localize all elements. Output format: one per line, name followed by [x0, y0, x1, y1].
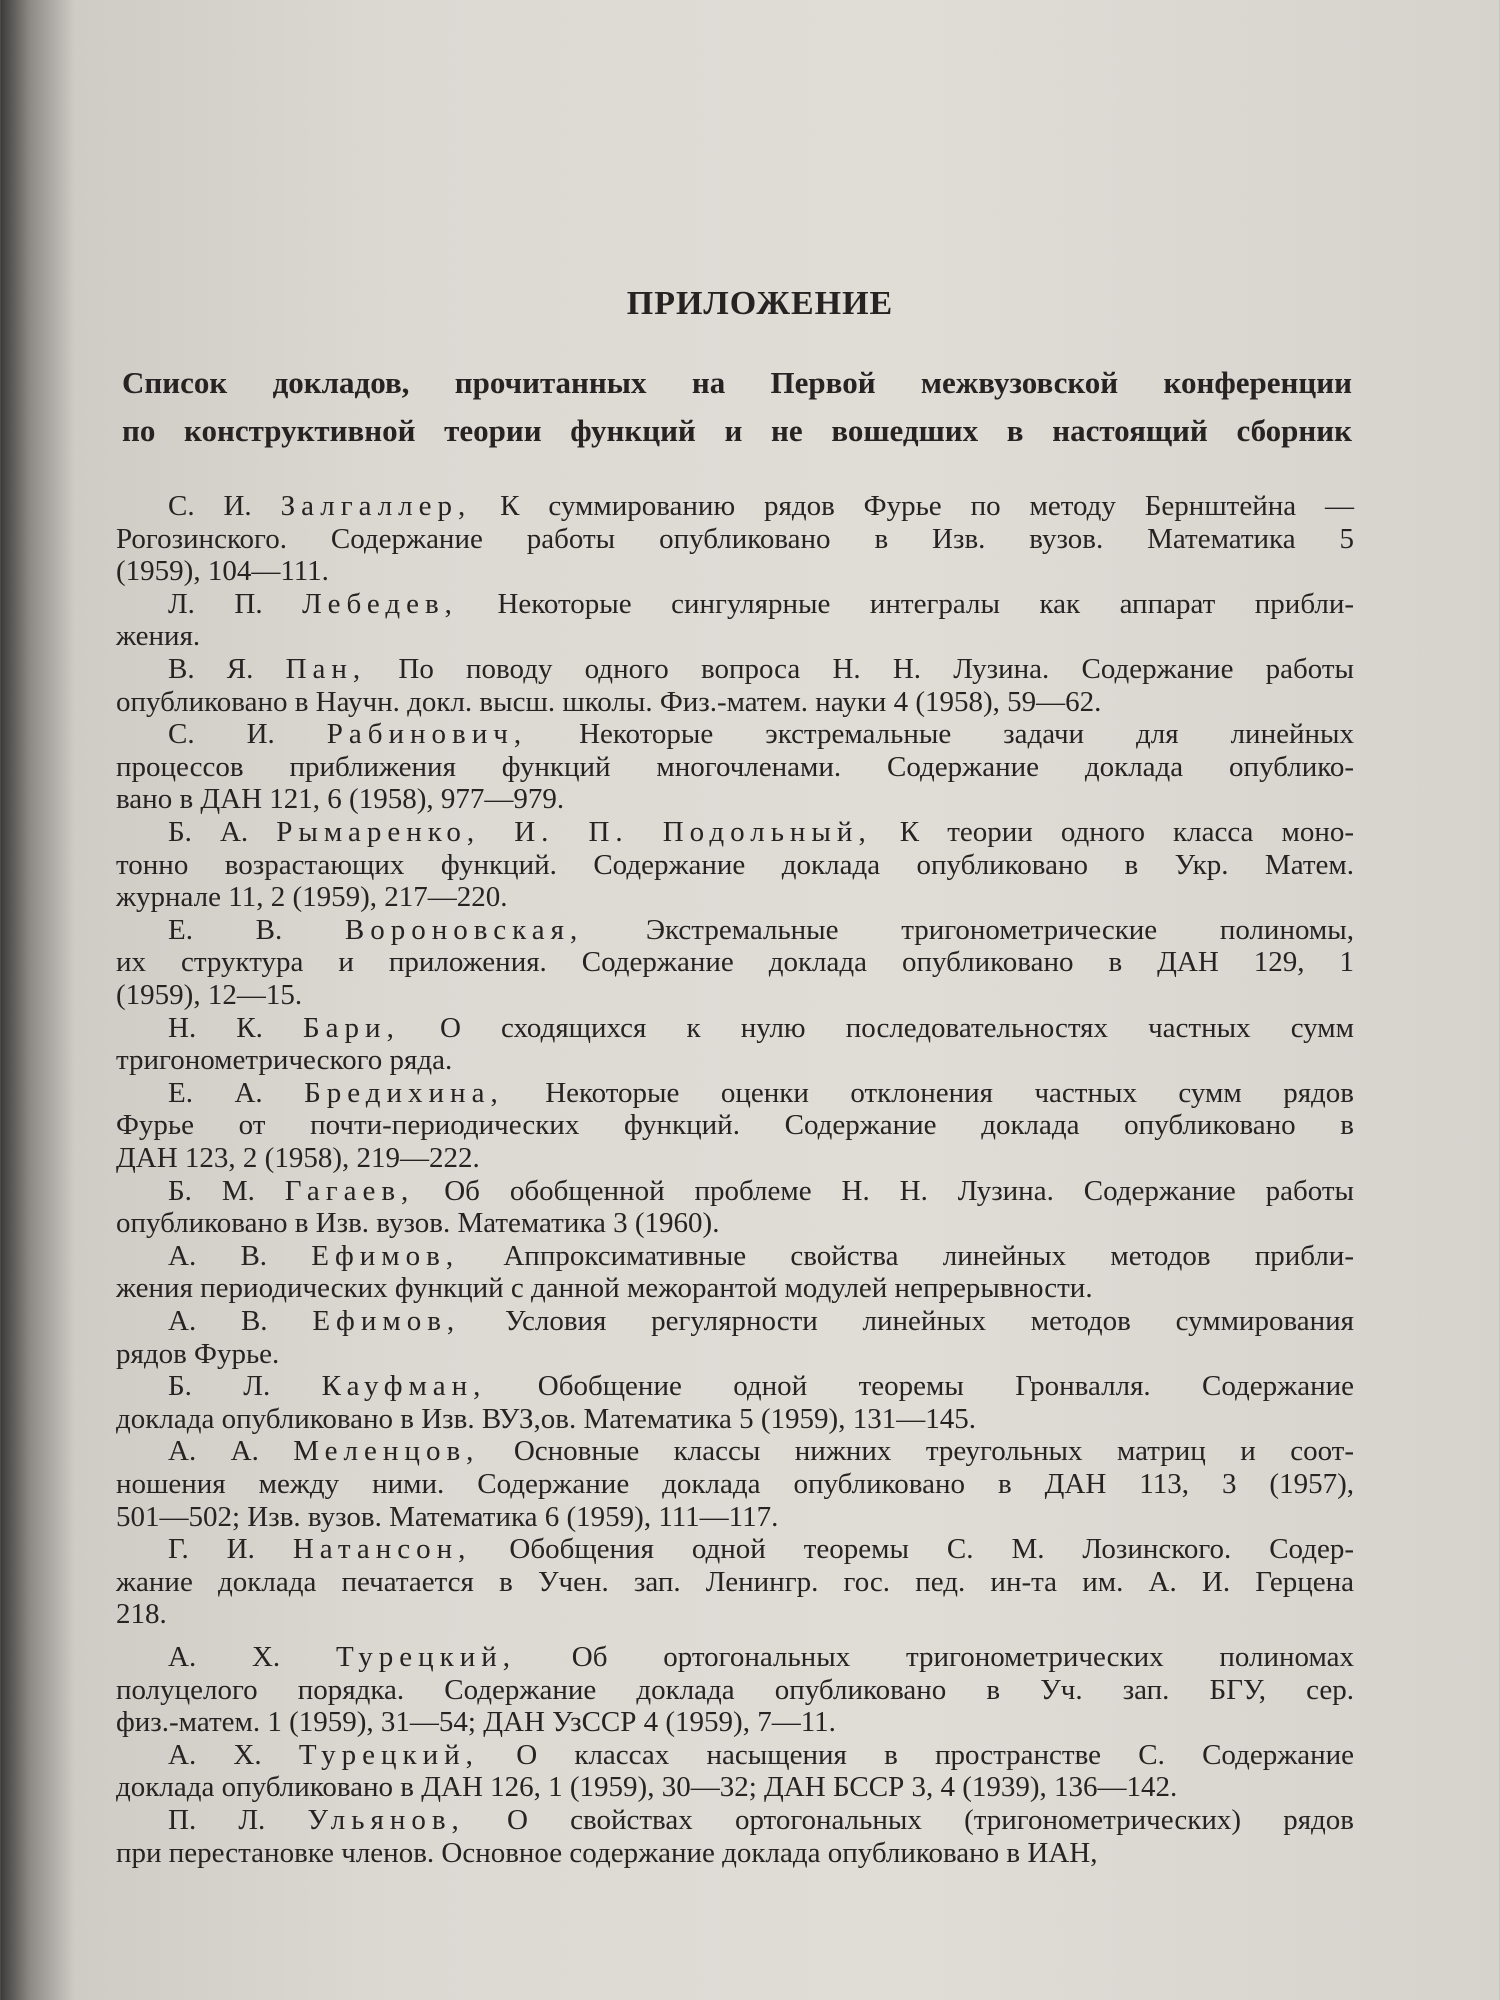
- author-initials: Б. Л.: [168, 1370, 271, 1403]
- author-surname: Лебедев,: [302, 587, 458, 620]
- author-surname: Бредихина,: [304, 1076, 504, 1109]
- entry-first-line: [168, 1641, 1354, 1673]
- entry-first-line: [168, 1804, 1354, 1836]
- entry-line: процессов приближения функций многочленами. Содержание доклада опублико-: [116, 750, 1354, 783]
- entry-first-line: [168, 653, 1354, 685]
- entry-line: их структура и приложения. Содержание доклада опубликовано в ДАН 129, 1: [116, 946, 1354, 979]
- entry-line: доклада опубликовано в ДАН 126, 1 (1959), 30—32; ДАН БССР 3, 4 (1939), 136—142.: [116, 1771, 1178, 1804]
- entry-text: Некоторые экстремальные задачи для линейных: [579, 718, 1354, 751]
- author-surname: Турецкий,: [298, 1738, 479, 1771]
- entry-text: К суммированию рядов Фурье по методу Бернштейна —: [500, 490, 1354, 522]
- author-initials: А. Х.: [168, 1738, 262, 1771]
- entry-line: тонно возрастающих функций. Содержание доклада опубликовано в Укр. Матем.: [116, 848, 1354, 881]
- author-surname: Гагаев,: [284, 1174, 415, 1207]
- entry-text: К теории одного класса моно-: [899, 816, 1355, 848]
- author-surname: Рабинович,: [326, 718, 528, 751]
- author-initials: А. Х.: [168, 1641, 281, 1673]
- entry-first-line: [168, 490, 1354, 522]
- entry-text: Некоторые сингулярные интегралы как аппарат прибли-: [497, 587, 1354, 620]
- entry-first-line: [168, 1175, 1354, 1207]
- author-initials: Н. К.: [168, 1011, 263, 1044]
- author-surname: Ефимов,: [312, 1305, 461, 1337]
- author-surname: Вороновская,: [344, 913, 584, 946]
- entry-line: (1959), 104—111.: [116, 555, 329, 588]
- subtitle-line-2: по конструктивной теории функций и не вошедших в настоящий сборник: [122, 413, 1352, 448]
- entry-first-line: [168, 816, 1354, 848]
- entry-text: Обобщение одной теоремы Гронвалля. Содержание: [537, 1370, 1355, 1403]
- entry-text: Обобщения одной теоремы С. М. Лозинского. Содер-: [509, 1533, 1355, 1566]
- entry-text: Аппроксимативные свойства линейных методов прибли-: [503, 1239, 1354, 1272]
- entry-line: жения.: [116, 620, 201, 653]
- author-initials: П. Л.: [168, 1804, 266, 1836]
- author-surname: Ефимов,: [311, 1239, 460, 1272]
- entry-line: рядов Фурье.: [116, 1337, 280, 1370]
- page-title: ПРИЛОЖЕНИЕ: [626, 285, 894, 322]
- subtitle-line-1: Список докладов, прочитанных на Первой межвузовской конференции: [122, 365, 1352, 400]
- entry-text: Экстремальные тригонометрические полиномы,: [645, 913, 1355, 946]
- author-initials: А. В.: [168, 1305, 268, 1337]
- entry-line: жание доклада печатается в Учен. зап. Ленингр. гос. пед. ин-та им. А. И. Герцена: [116, 1565, 1354, 1598]
- entry-line: ношения между ними. Содержание доклада опубликовано в ДАН 113, 3 (1957),: [116, 1468, 1354, 1500]
- author-initials: Л. П.: [168, 587, 263, 620]
- author-initials: Б. М.: [168, 1174, 255, 1207]
- entry-first-line: [168, 914, 1354, 946]
- entry-first-line: [168, 1240, 1354, 1272]
- author-initials: С. И.: [168, 490, 252, 522]
- entry-line: 218.: [116, 1598, 167, 1631]
- author-initials: А. А.: [168, 1435, 259, 1468]
- author-surname: Пан,: [285, 653, 367, 685]
- entry-first-line: [168, 1012, 1354, 1044]
- entry-line: при перестановке членов. Основное содержание доклада опубликовано в ИАН,: [116, 1836, 1098, 1869]
- entry-text: О свойствах ортогональных (тригонометрических) рядов: [506, 1804, 1354, 1836]
- entry-first-line: [168, 1435, 1354, 1467]
- entry-first-line: [168, 1739, 1354, 1771]
- entry-text: Основные классы нижних треугольных матриц и соот-: [513, 1435, 1355, 1468]
- entry-line: тригонометрического ряда.: [116, 1044, 453, 1077]
- entry-line: жения периодических функций с данной межорантой модулей непрерывности.: [116, 1272, 1093, 1305]
- entry-first-line: [168, 588, 1354, 620]
- author-surname: Меленцов,: [293, 1435, 480, 1468]
- author-surname: Ульянов,: [307, 1804, 465, 1836]
- author-surname: Залгаллер,: [280, 490, 472, 522]
- entry-line: опубликовано в Научн. докл. высш. школы. Физ.-матем. науки 4 (1958), 59—62.: [116, 685, 1102, 718]
- entry-line: 501—502; Изв. вузов. Математика 6 (1959), 111—117.: [116, 1500, 779, 1533]
- entry-line: (1959), 12—15.: [116, 979, 303, 1011]
- author-initials: Б. А.: [168, 816, 249, 848]
- author-initials: С. И.: [168, 718, 275, 751]
- entry-text: Некоторые оценки отклонения частных сумм рядов: [545, 1076, 1354, 1109]
- entry-line: журнале 11, 2 (1959), 217—220.: [116, 881, 508, 914]
- entry-first-line: [168, 1305, 1354, 1337]
- author-initials: А. В.: [168, 1239, 268, 1272]
- entry-line: полуцелого порядка. Содержание доклада опубликовано в Уч. зап. БГУ, сер.: [116, 1673, 1354, 1706]
- entry-line: ДАН 123, 2 (1958), 219—222.: [116, 1142, 480, 1174]
- author-initials: В. Я.: [168, 653, 254, 685]
- entry-line: Рогозинского. Содержание работы опубликовано в Изв. вузов. Математика 5: [116, 522, 1354, 555]
- author-initials: Г. И.: [168, 1533, 255, 1566]
- entry-text: По поводу одного вопроса Н. Н. Лузина. Содержание работы: [398, 653, 1355, 685]
- entry-text: Об обобщенной проблеме Н. Н. Лузина. Содержание работы: [444, 1174, 1355, 1207]
- entry-first-line: [168, 1370, 1354, 1402]
- author-surname: Кауфман,: [321, 1370, 487, 1403]
- author-surname: Турецкий,: [335, 1641, 516, 1673]
- entry-text: Условия регулярности линейных методов суммирования: [504, 1305, 1355, 1337]
- author-surname: Натансон,: [292, 1533, 472, 1566]
- author-surname: Бари,: [303, 1011, 400, 1044]
- author-surname: Рымаренко, И. П. Подольный,: [276, 816, 872, 848]
- entry-first-line: [168, 1077, 1354, 1109]
- entry-line: опубликовано в Изв. вузов. Математика 3 (1960).: [116, 1207, 720, 1240]
- entry-line: доклада опубликовано в Изв. ВУЗ,ов. Математика 5 (1959), 131—145.: [116, 1402, 976, 1435]
- entry-text: Об ортогональных тригонометрических полиномах: [571, 1641, 1354, 1673]
- author-initials: Е. В.: [168, 913, 283, 946]
- entry-line: Фурье от почти-периодических функций. Содержание доклада опубликовано в: [116, 1109, 1354, 1142]
- entry-text: О сходящихся к нулю последовательностях частных сумм: [439, 1011, 1355, 1044]
- entry-line: вано в ДАН 121, 6 (1958), 977—979.: [116, 783, 565, 816]
- entry-first-line: [168, 718, 1354, 750]
- author-initials: Е. А.: [168, 1076, 263, 1109]
- entry-line: физ.-матем. 1 (1959), 31—54; ДАН УзССР 4 (1959), 7—11.: [116, 1706, 836, 1739]
- entry-first-line: [168, 1533, 1354, 1565]
- entry-text: О классах насыщения в пространстве C. Содержание: [516, 1738, 1355, 1771]
